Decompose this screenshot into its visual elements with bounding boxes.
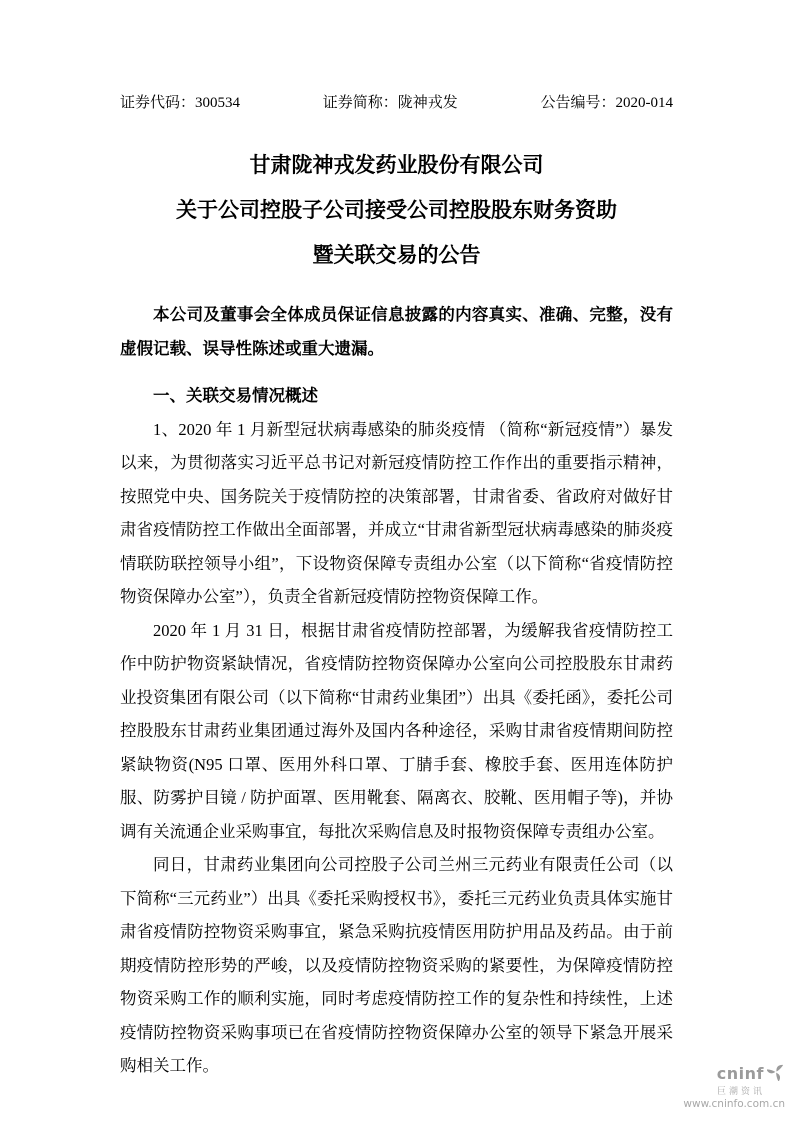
section-1-heading: 一、关联交易情况概述	[153, 386, 318, 405]
declaration-statement: 本公司及董事会全体成员保证信息披露的内容真实、准确、完整，没有虚假记载、误导性陈述或重大遗漏。	[120, 305, 673, 358]
cninfo-swirl-icon	[767, 1063, 785, 1085]
title-line-3: 暨关联交易的公告	[312, 243, 481, 267]
cninfo-chinese-name: 巨潮资讯	[716, 1086, 765, 1097]
stock-code: 证券代码：300534	[120, 95, 241, 111]
announcement-number: 公告编号：2020-014	[540, 95, 673, 111]
cninfo-brand-row	[683, 1063, 785, 1085]
doc-header	[120, 93, 673, 113]
stock-name: 证券简称：陇神戎发	[322, 95, 458, 111]
cninfo-watermark	[683, 1063, 785, 1110]
paragraph-1: 1、2020 年 1 月新型冠状病毒感染的肺炎疫情 （简称“新冠疫情”）暴发以来，为贯彻落实习近平总书记对新冠疫情防控工作作出的重要指示精神，按照党中央、国务院关于疫情防控的决策部署，甘肃省委、省政府对做好甘肃省疫情防控工作做出全面部署，并成立“甘肃省新型冠状病毒感染的肺炎疫情联防联控领导小组”，下设物资保障专责组办公室（以下简称“省疫情防控物资保障办公室”），负责全省新冠疫情防控物资保障工作。	[120, 419, 673, 606]
cninfo-brand-text: cninf	[716, 1064, 764, 1084]
paragraph-3: 同日，甘肃药业集团向公司控股子公司兰州三元药业有限责任公司（以下简称“三元药业”）出具《委托采购授权书》，委托三元药业负责具体实施甘肃省疫情防控物资采购事宜，紧急采购抗疫情医用防护用品及药品。由于前期疫情防控形势的严峻，以及疫情防控物资采购的紧要性，为保障疫情防控物资采购工作的顺利实施，同时考虑疫情防控工作的复杂性和持续性，上述疫情防控物资采购事项已在省疫情防控物资保障办公室的领导下紧急开展采购相关工作。	[120, 855, 673, 1075]
title-line-2: 关于公司控股子公司接受公司控股股东财务资助	[176, 198, 617, 222]
paragraph-2: 2020 年 1 月 31 日，根据甘肃省疫情防控部署，为缓解我省疫情防控工作中防护物资紧缺情况，省疫情防控物资保障办公室向公司控股股东甘肃药业投资集团有限公司（以下简称“甘肃药业集团”）出具《委托函》，委托公司控股股东甘肃药业集团通过海外及国内各种途径，采购甘肃省疫情期间防控紧缺物资(N95 口罩、医用外科口罩、丁腈手套、橡胶手套、医用连体防护服、防雾护目镜 / 防护面罩、医用靴套、隔离衣、胶靴、医用帽子等)，并协调有关流通企业采购事宜，每批次采购信息及时报物资保障专责组办公室。	[120, 620, 673, 841]
cninfo-url: www.cninfo.com.cn	[683, 1097, 785, 1110]
doc-title	[120, 143, 673, 278]
document-content	[120, 93, 673, 1083]
title-line-1: 甘肃陇神戎发药业股份有限公司	[249, 153, 544, 177]
